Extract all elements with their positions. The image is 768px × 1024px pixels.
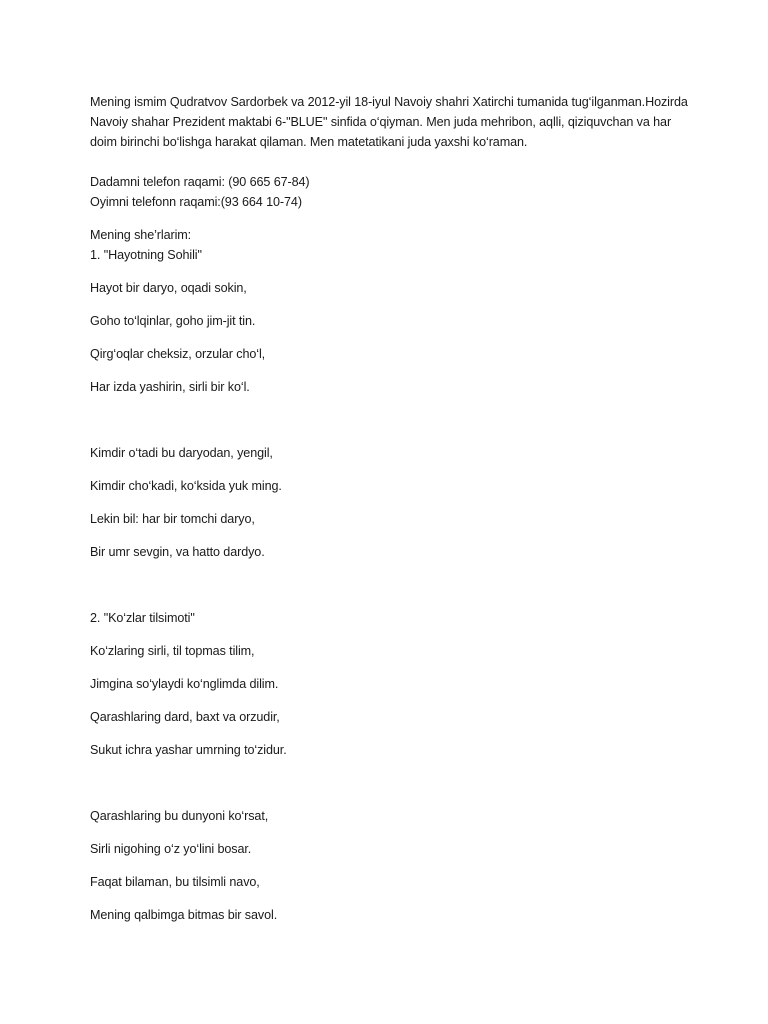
poem1-stanza1 bbox=[90, 278, 700, 397]
stanza-spacer bbox=[90, 575, 700, 608]
poem2-stanza2 bbox=[90, 806, 700, 925]
verse-line: Qarashlaring dard, baxt va orzudir, bbox=[90, 710, 280, 724]
intro-paragraph: Mening ismim Qudratvov Sardorbek va 2012-yil 18-iyul Navoiy shahri Xatirchi tumanida tug‘ilganman.Hozirda Navoiy shahar Prezident maktabi 6-"BLUE" sinfida o‘qiyman. Men juda mehribon, aqlli, qiziquvchan va har doim birinchi bo‘lishga harakat qilaman. Men matetatikani juda yaxshi ko‘raman. bbox=[90, 95, 688, 149]
verse-line: Kimdir o‘tadi bu daryodan, yengil, bbox=[90, 446, 273, 460]
verse-line: Har izda yashirin, sirli bir ko‘l. bbox=[90, 380, 250, 394]
poem2-title: 2. "Ko‘zlar tilsimoti" bbox=[90, 611, 195, 625]
verse-line: Hayot bir daryo, oqadi sokin, bbox=[90, 281, 247, 295]
phone-numbers-block bbox=[90, 172, 700, 212]
stanza-spacer bbox=[90, 773, 700, 806]
verse-line: Sukut ichra yashar umrning to‘zidur. bbox=[90, 743, 287, 757]
verse-line: Qirg‘oqlar cheksiz, orzular cho‘l, bbox=[90, 347, 266, 361]
mother-phone-line: Oyimni telefonn raqami:(93 664 10-74) bbox=[90, 195, 302, 209]
poems-section-label: Mening she’rlarim: bbox=[90, 228, 192, 242]
poem2-stanza1 bbox=[90, 641, 700, 760]
verse-line: Jimgina so‘ylaydi ko‘nglimda dilim. bbox=[90, 677, 279, 691]
stanza-spacer bbox=[90, 410, 700, 443]
document-body bbox=[90, 92, 700, 938]
verse-line: Faqat bilaman, bu tilsimli navo, bbox=[90, 875, 260, 889]
verse-line: Sirli nigohing o‘z yo‘lini bosar. bbox=[90, 842, 252, 856]
verse-line: Bir umr sevgin, va hatto dardyo. bbox=[90, 545, 265, 559]
verse-line: Goho to‘lqinlar, goho jim-jit tin. bbox=[90, 314, 256, 328]
verse-line: Mening qalbimga bitmas bir savol. bbox=[90, 908, 278, 922]
verse-line: Kimdir cho‘kadi, ko‘ksida yuk ming. bbox=[90, 479, 282, 493]
poem1-stanza2 bbox=[90, 443, 700, 562]
father-phone-line: Dadamni telefon raqami: (90 665 67-84) bbox=[90, 175, 310, 189]
verse-line: Qarashlaring bu dunyoni ko‘rsat, bbox=[90, 809, 269, 823]
poem1-title: 1. "Hayotning Sohili" bbox=[90, 248, 202, 262]
verse-line: Ko‘zlaring sirli, til topmas tilim, bbox=[90, 644, 255, 658]
verse-line: Lekin bil: har bir tomchi daryo, bbox=[90, 512, 255, 526]
